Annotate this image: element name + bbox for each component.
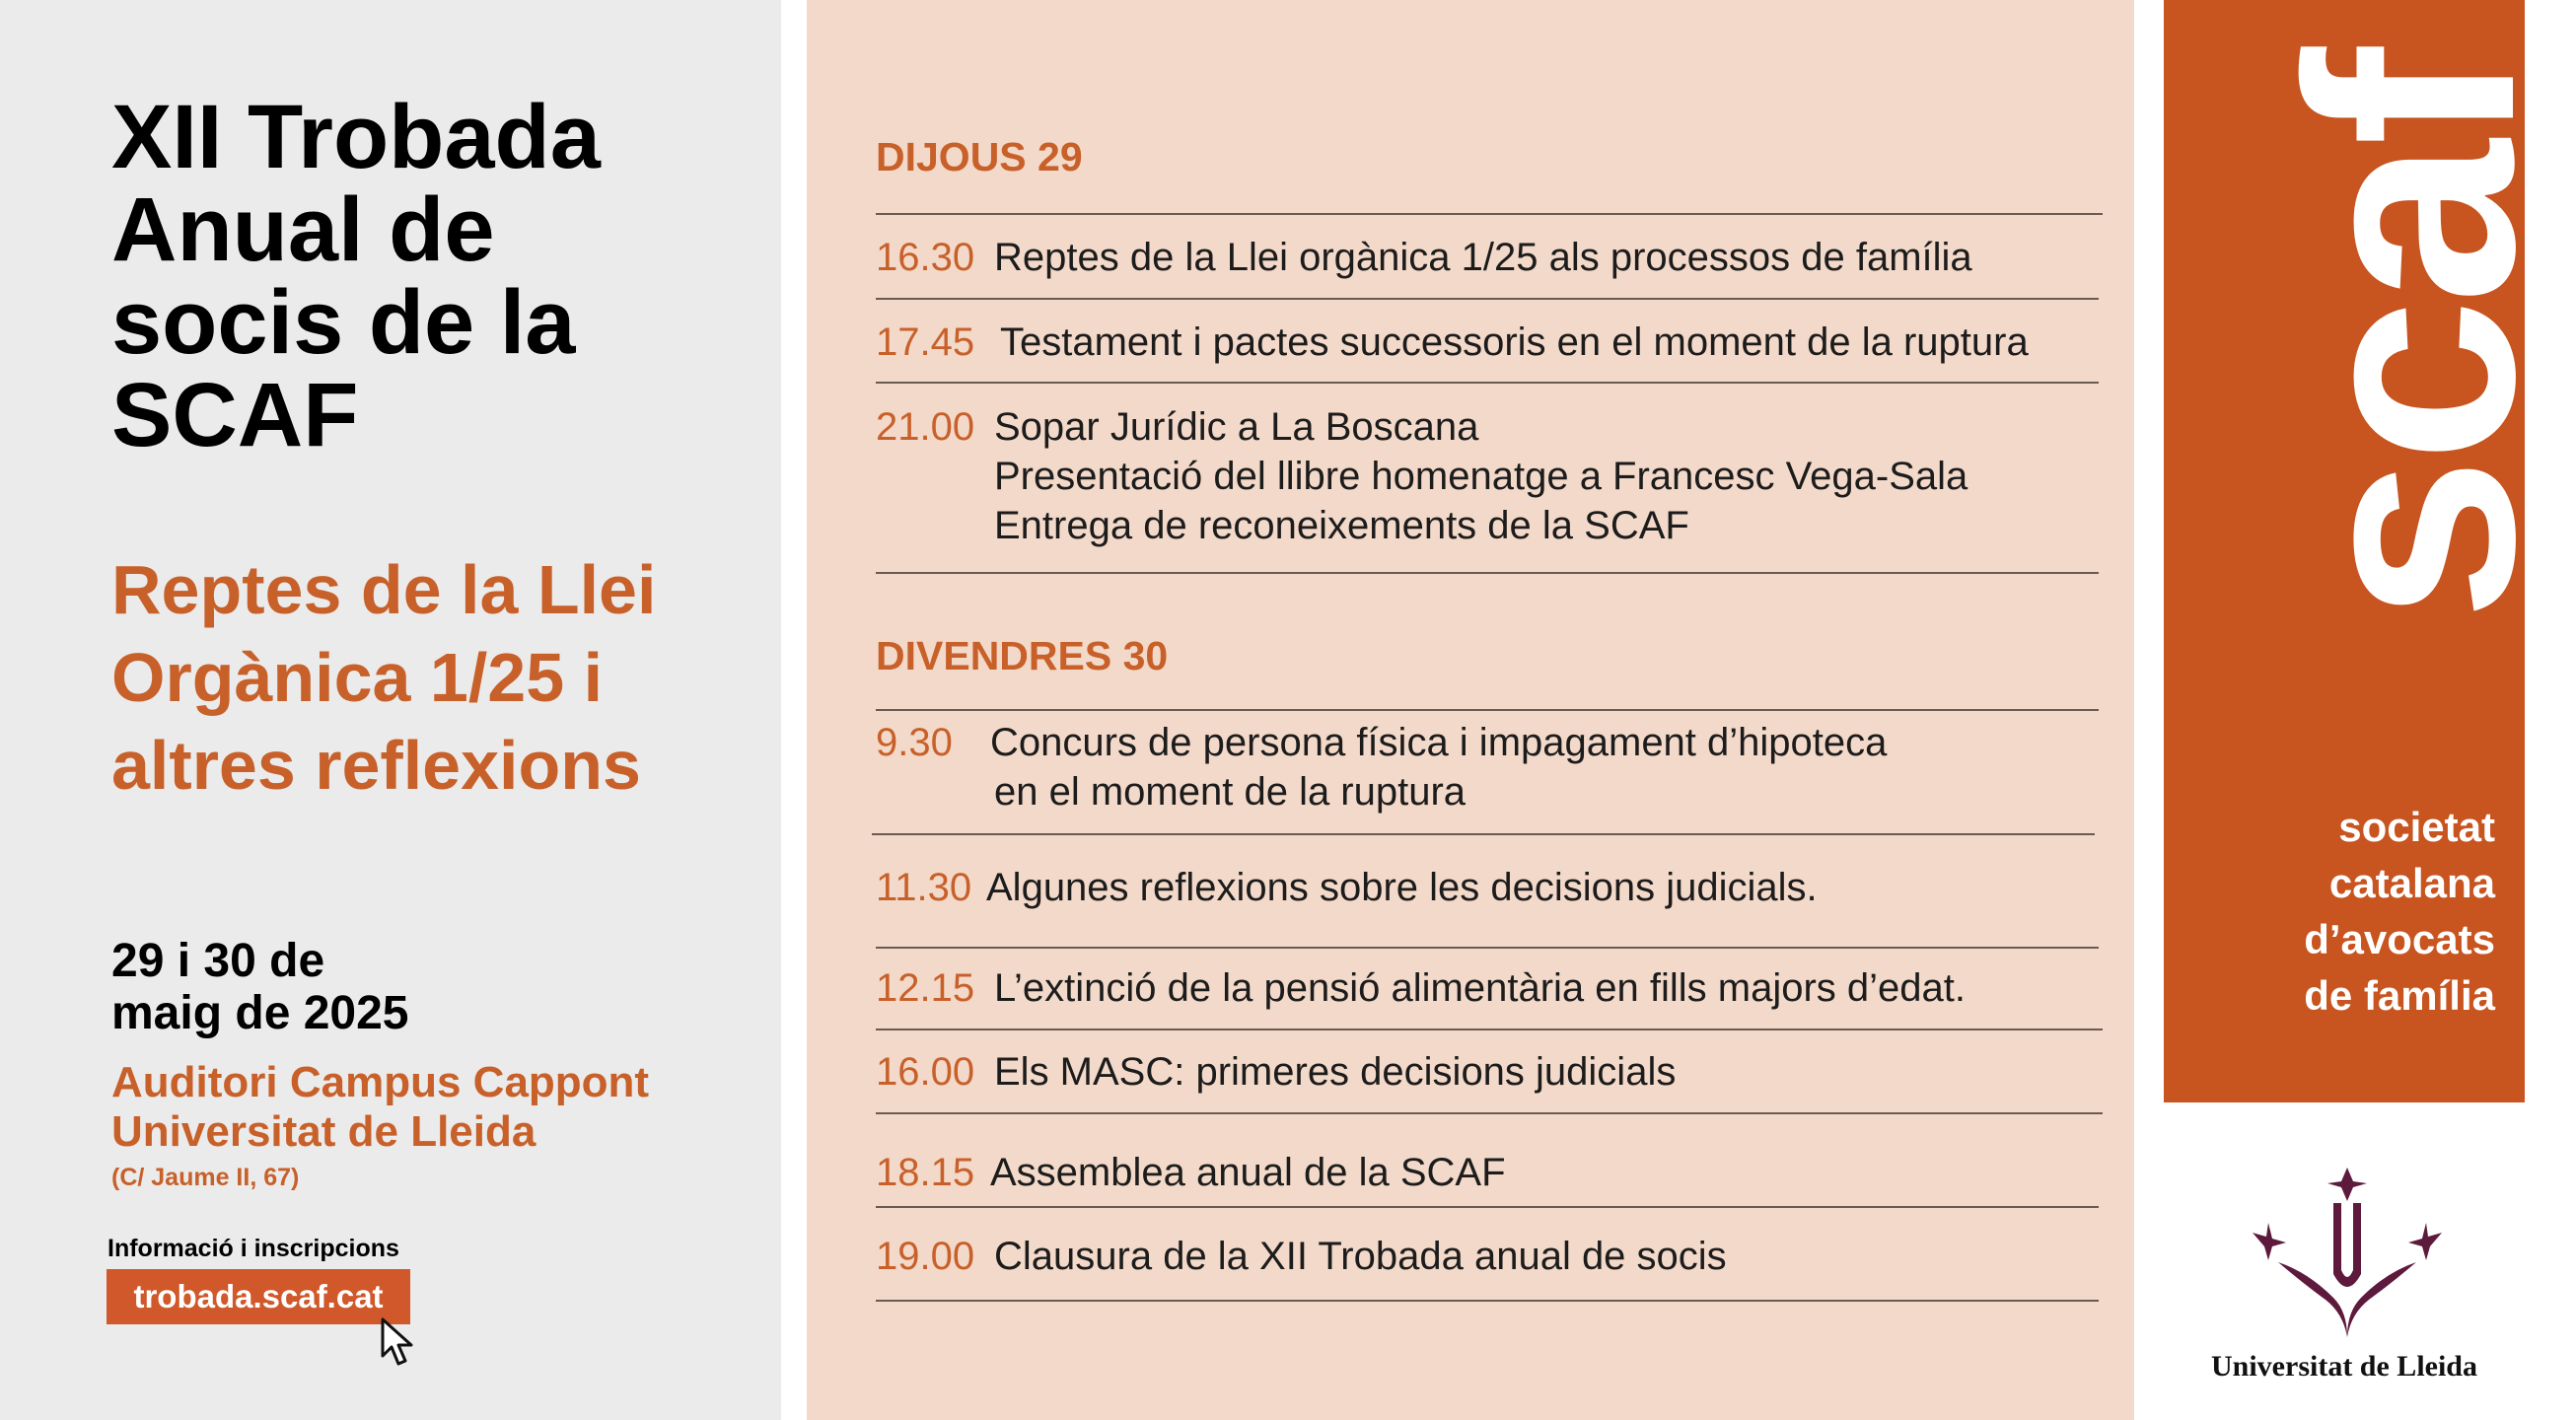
dates-line: maig de 2025 [111,987,409,1039]
program-time: 21.00 [876,405,975,449]
page-title: XII Trobada Anual de socis de la SCAF [111,87,601,465]
program-time: 19.00 [876,1235,975,1278]
program-time: 16.30 [876,236,975,279]
program-text: Algunes reflexions sobre les decisions judicials. [986,866,1818,909]
day-heading-friday: DIVENDRES 30 [876,633,1169,678]
program-text: en el moment de la ruptura [994,770,1467,814]
divider [876,1206,2099,1208]
brand-tagline [2180,799,2495,1024]
tagline-line: de família [2304,972,2495,1019]
cursor-icon [379,1316,424,1372]
divider [876,709,2099,711]
tagline-line: societat [2338,804,2495,850]
registration-link[interactable]: trobada.scaf.cat [107,1269,410,1324]
venue-address: (C/ Jaume II, 67) [111,1164,300,1191]
program-time: 11.30 [876,866,972,909]
tagline-line: catalana [2328,860,2495,906]
divider [876,1112,2103,1114]
divider [876,298,2099,300]
event-dates [111,935,703,1039]
program-time: 17.45 [876,320,975,364]
divider [876,382,2099,384]
program-text: L’extinció de la pensió alimentària en fills majors d’edat. [994,966,1966,1010]
event-venue [111,1058,762,1157]
program-text: Clausura de la XII Trobada anual de socis [994,1235,1727,1278]
dates-line: 29 i 30 de [111,935,325,987]
program-time: 12.15 [876,966,975,1010]
university-logo-icon [2239,1164,2456,1341]
program-text: Concurs de persona física i impagament d’hipoteca [990,721,1888,764]
program-text: Sopar Jurídic a La Boscana [994,405,1479,449]
program-text: Assemblea anual de la SCAF [990,1151,1506,1194]
program-text: Testament i pactes successoris en el moment de la ruptura [1000,320,2029,364]
tagline-line: d’avocats [2304,916,2495,962]
program-time: 18.15 [876,1151,975,1194]
brand-wordmark: scaf [2245,52,2576,622]
divider [876,213,2103,215]
venue-line: Auditori Campus Cappont [111,1058,650,1106]
program-time: 16.00 [876,1050,975,1094]
program-time: 9.30 [876,721,953,764]
day-heading-thursday: DIJOUS 29 [876,134,1083,179]
divider [872,833,2095,835]
program-text: Presentació del llibre homenatge a Francesc Vega-Sala [994,455,1968,498]
brand-panel [2164,0,2576,1102]
event-subtitle: Reptes de la Llei Orgànica 1/25 i altres reflexions [111,551,657,804]
university-name: Universitat de Lleida [2211,1350,2477,1383]
program-text: Els MASC: primeres decisions judicials [994,1050,1677,1094]
program-text: Reptes de la Llei orgànica 1/25 als processos de família [994,236,1972,279]
divider [876,1029,2103,1030]
program-text: Entrega de reconeixements de la SCAF [994,504,1689,547]
divider [876,572,2099,574]
venue-line: Universitat de Lleida [111,1107,537,1156]
divider [876,1300,2099,1302]
divider [876,947,2099,949]
info-label: Informació i inscripcions [107,1235,399,1262]
